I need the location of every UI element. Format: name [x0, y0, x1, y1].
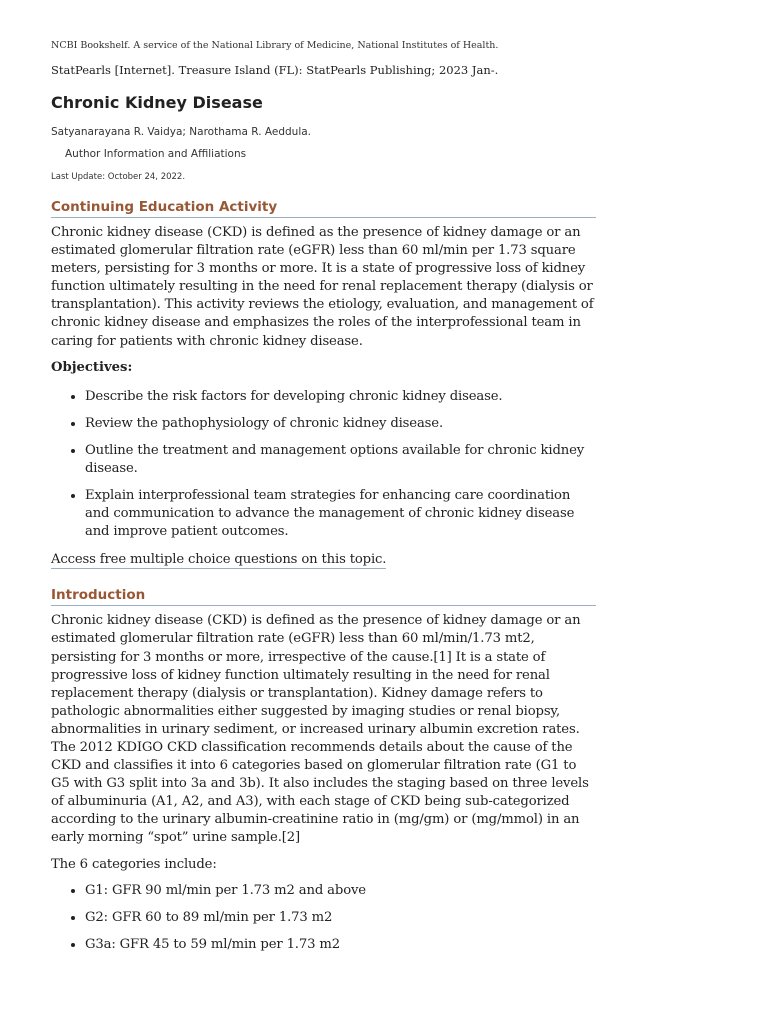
categories-lead: The 6 categories include: — [51, 856, 217, 872]
list-item: • Review the pathophysiology of chronic kidney disease. — [85, 415, 596, 433]
section-heading-cea: Continuing Education Activity — [51, 198, 596, 218]
mcq-link[interactable]: Access free multiple choice questions on this topic. — [51, 552, 387, 568]
list-item: • G1: GFR 90 ml/min per 1.73 m2 and above — [85, 882, 596, 900]
ncbi-notice: NCBI Bookshelf. A service of the National Library of Medicine, National Institutes of Health. — [51, 40, 499, 51]
list-item: • Describe the risk factors for developing chronic kidney disease. — [85, 388, 596, 406]
list-item: • Explain interprofessional team strategies for enhancing care coordination and communication to advance the management of chronic kidney disease and improve patient outcomes. — [85, 487, 596, 541]
intro-paragraph: Chronic kidney disease (CKD) is defined as the presence of kidney damage or an estimated glomerular filtration rate (eGFR) less than 60 ml/min/1.73 mt2, persisting for 3 months or more, irrespective of the cause.[1] It is a state of progressive loss of kidney function ultimately resulting in the need for renal replacement therapy (dialysis or transplantation). Kidney damage refers to pathologic abnormalities either suggested by imaging studies or renal biopsy, abnormalities in urinary sediment, or increased urinary albumin excretion rates. The 2012 KDIGO CKD classification recommends details about the cause of the CKD and classifies it into 6 categories based on glomerular filtration rate (G1 to G5 with G3 split into 3a and 3b). It also includes the staging based on three levels of albuminuria (A1, A2, and A3), with each stage of CKD being sub-categorized according to the urinary albumin-creatinine ratio in (mg/gm) or (mg/mmol) in an early morning “spot” urine sample.[2] — [51, 613, 589, 846]
objectives-heading: Objectives: — [51, 359, 133, 375]
list-item: • G3a: GFR 45 to 59 ml/min per 1.73 m2 — [85, 936, 596, 954]
list-item: • Outline the treatment and management options available for chronic kidney disease. — [85, 442, 596, 478]
cea-paragraph: Chronic kidney disease (CKD) is defined as the presence of kidney damage or an estimated glomerular filtration rate (eGFR) less than 60 ml/min per 1.73 square meters, persisting for 3 months or more. It is a state of progressive loss of kidney function ultimately resulting in the need for renal replacement therapy (dialysis or transplantation). This activity reviews the etiology, evaluation, and management of chronic kidney disease and emphasizes the roles of the interprofessional team in caring for patients with chronic kidney disease. — [51, 225, 594, 349]
categories-list — [51, 882, 596, 954]
authors: Satyanarayana R. Vaidya; Narothama R. Aeddula. — [51, 126, 312, 138]
section-heading-introduction: Introduction — [51, 586, 596, 606]
author-affiliations-link[interactable]: Author Information and Affiliations — [65, 148, 247, 160]
list-item: • G2: GFR 60 to 89 ml/min per 1.73 m2 — [85, 909, 596, 927]
book-citation: StatPearls [Internet]. Treasure Island (FL): StatPearls Publishing; 2023 Jan-. — [51, 63, 499, 77]
page-title: Chronic Kidney Disease — [51, 93, 263, 112]
objectives-list — [51, 388, 596, 542]
last-update: Last Update: October 24, 2022. — [51, 172, 186, 182]
